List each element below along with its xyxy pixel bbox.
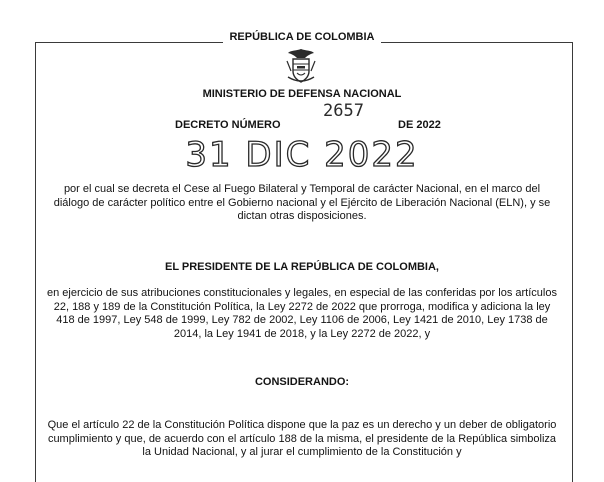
decree-subject: por el cual se decreta el Cese al Fuego Bilateral y Temporal de carácter Nacional, en el marco del diálogo de carácter político entre el Gobierno nacional y el Ejército de Liberación Nacional (ELN), y se dictan otras disposiciones.: [53, 183, 551, 222]
decree-label: DECRETO NÚMERO: [175, 119, 281, 131]
president-heading: EL PRESIDENTE DE LA REPÚBLICA DE COLOMBIA,: [164, 261, 439, 273]
powers-paragraph: en ejercicio de sus atribuciones constitucionales y legales, en especial de las conferidas por los artículos 22, 188 y 189 de la Constitución Política, la Ley 2272 de 2022 que prorroga, modifica y adiciona la ley 418 de 1997, Ley 548 de 1999, Ley 782 de 2002, Ley 1106 de 2006, Ley 1421 de 2010, Ley 1738 de 2014, la Ley 1941 de 2018, y la Ley 2272 de 2022, y: [47, 287, 557, 340]
republic-heading: REPÚBLICA DE COLOMBIA: [0, 30, 604, 44]
first-consideration: Que el artículo 22 de la Constitución Política dispone que la paz es un derecho y un deber de obligatorio cumplimiento y que, de acuerdo con el artículo 188 de la misma, el presidente de la República simboliza la Unidad Nacional, y al jurar el cumplimiento de la Constitución y: [47, 419, 557, 458]
decree-year: DE 2022: [398, 119, 441, 131]
date-stamp: 31 DIC 2022: [185, 135, 419, 175]
decree-number: 2657: [323, 101, 364, 121]
coat-of-arms-icon: [283, 47, 319, 85]
ministry-heading: MINISTERIO DE DEFENSA NACIONAL: [202, 88, 402, 100]
considering-heading: CONSIDERANDO:: [254, 376, 350, 388]
